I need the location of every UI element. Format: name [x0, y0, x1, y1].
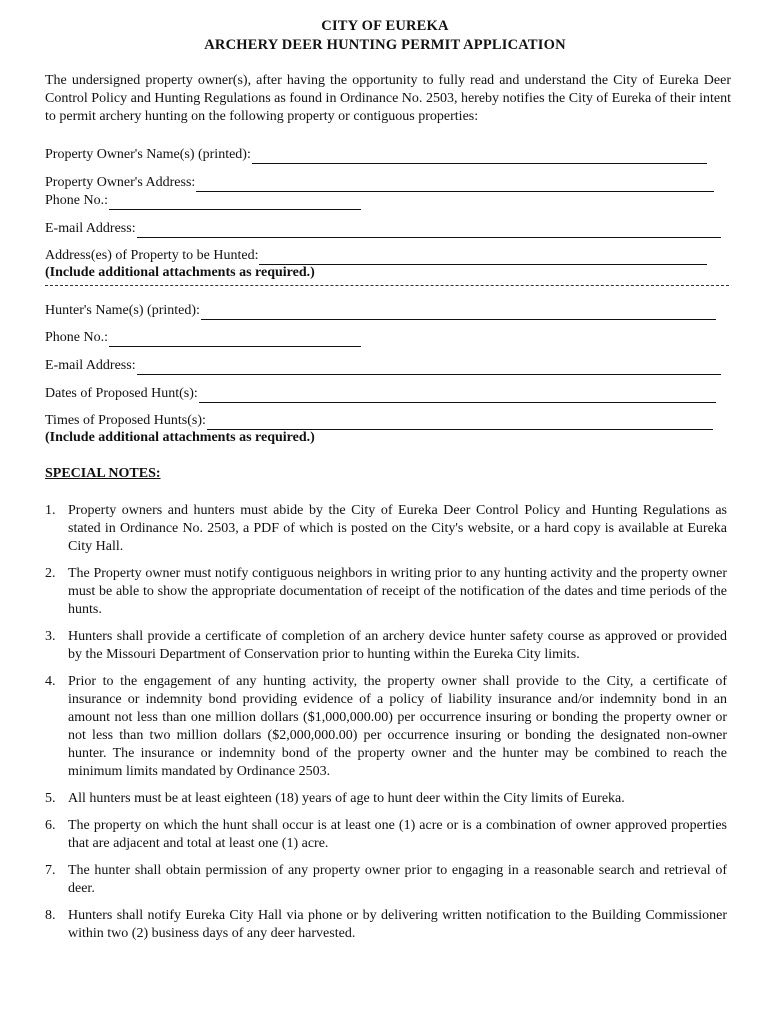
owner-address-field [45, 174, 714, 192]
hunter-email-label: E-mail Address: [45, 358, 136, 373]
note-item [45, 673, 727, 781]
note-number: 5. [45, 791, 56, 806]
hunter-phone-input-line[interactable] [109, 332, 361, 347]
city-title: CITY OF EUREKA [321, 18, 449, 34]
note-item [45, 565, 727, 619]
note-number: 3. [45, 629, 56, 644]
note-number: 8. [45, 908, 56, 923]
note-text: Prior to the engagement of any hunting activity, the property owner shall provide to the City, a certificate of insurance or indemnity bond providing evidence of a policy of liability insurance and/or indemnity bond in an amount not less than one million dollars ($1,000,000.00) per occurrence insuring or bonding the property owner or not less than two million dollars ($2,000,000.00) per occurrence insuring or bonding the designated non-owner hunter. The insurance or indemnity bond of the property owner and the hunter may be combined to reach the minimum limits mandated by Ordinance 2503. [68, 674, 727, 779]
hunt-times-input-line[interactable] [207, 415, 713, 430]
note-text: Property owners and hunters must abide by the City of Eureka Deer Control Policy and Hunting Regulations as stated in Ordinance No. 2503, a PDF of which is posted on the City's website, or a hard copy is available at Eureka City Hall. [68, 503, 727, 554]
hunter-name-input-line[interactable] [201, 305, 716, 320]
owner-address-input-line[interactable] [196, 177, 714, 192]
note-text: The hunter shall obtain permission of any property owner prior to engaging in a reasonable search and retrieval of deer. [68, 863, 727, 896]
note-item [45, 790, 727, 808]
owner-name-input-line[interactable] [252, 149, 707, 164]
note-text: The Property owner must notify contiguous neighbors in writing prior to any hunting activity and the property owner must be able to show the appropriate documentation of receipt of the notification of the dates and time periods of the hunts. [68, 566, 727, 617]
intro-paragraph: The undersigned property owner(s), after having the opportunity to fully read and understand the City of Eureka Deer Control Policy and Hunting Regulations as found in Ordinance No. 2503, hereby notifies the City of Eureka of their intent to permit archery hunting on the following property or contiguous properties: [45, 73, 731, 124]
note-text: The property on which the hunt shall occur is at least one (1) acre or is a combination of owner approved properties that are adjacent and total at least one (1) acre. [68, 818, 727, 851]
hunt-dates-input-line[interactable] [199, 388, 716, 403]
hunter-email-input-line[interactable] [137, 360, 721, 375]
note-item [45, 907, 727, 943]
hunter-phone-field [45, 329, 361, 347]
hunt-dates-label: Dates of Proposed Hunt(s): [45, 386, 198, 401]
owner-attachments-note: (Include additional attachments as required.) [45, 265, 315, 280]
owner-address-label: Property Owner's Address: [45, 175, 196, 190]
owner-name-field [45, 146, 707, 164]
owner-phone-field [45, 192, 361, 210]
hunter-name-field [45, 302, 716, 320]
note-text: All hunters must be at least eighteen (18) years of age to hunt deer within the City limits of Eureka. [68, 791, 625, 806]
form-title: ARCHERY DEER HUNTING PERMIT APPLICATION [204, 37, 566, 53]
note-number: 7. [45, 863, 56, 878]
hunter-phone-label: Phone No.: [45, 330, 108, 345]
owner-phone-label: Phone No.: [45, 193, 108, 208]
hunt-times-label: Times of Proposed Hunts(s): [45, 413, 206, 428]
note-text: Hunters shall notify Eureka City Hall via phone or by delivering written notification to the Building Commissioner within two (2) business days of any deer harvested. [68, 908, 727, 941]
note-text: Hunters shall provide a certificate of completion of an archery device hunter safety course as approved or provided by the Missouri Department of Conservation prior to hunting within the Eureka City limits. [68, 629, 727, 662]
owner-email-field [45, 220, 721, 238]
hunter-name-label: Hunter's Name(s) (printed): [45, 303, 200, 318]
section-divider [45, 285, 729, 286]
note-item [45, 502, 727, 556]
property-address-label: Address(es) of Property to be Hunted: [45, 248, 259, 263]
note-number: 4. [45, 674, 56, 689]
special-notes-heading: SPECIAL NOTES: [45, 466, 161, 481]
note-number: 1. [45, 503, 56, 518]
owner-name-label: Property Owner's Name(s) (printed): [45, 147, 251, 162]
owner-email-label: E-mail Address: [45, 221, 136, 236]
hunter-email-field [45, 357, 721, 375]
owner-phone-input-line[interactable] [109, 195, 361, 210]
hunter-attachments-note: (Include additional attachments as required.) [45, 430, 315, 445]
note-item [45, 628, 727, 664]
hunt-dates-field [45, 385, 716, 403]
owner-email-input-line[interactable] [137, 223, 721, 238]
property-address-field [45, 247, 707, 265]
property-address-input-line[interactable] [259, 250, 707, 265]
note-number: 2. [45, 566, 56, 581]
note-item [45, 862, 727, 898]
note-item [45, 817, 727, 853]
note-number: 6. [45, 818, 56, 833]
special-notes-list [45, 502, 727, 952]
hunt-times-field [45, 412, 713, 430]
